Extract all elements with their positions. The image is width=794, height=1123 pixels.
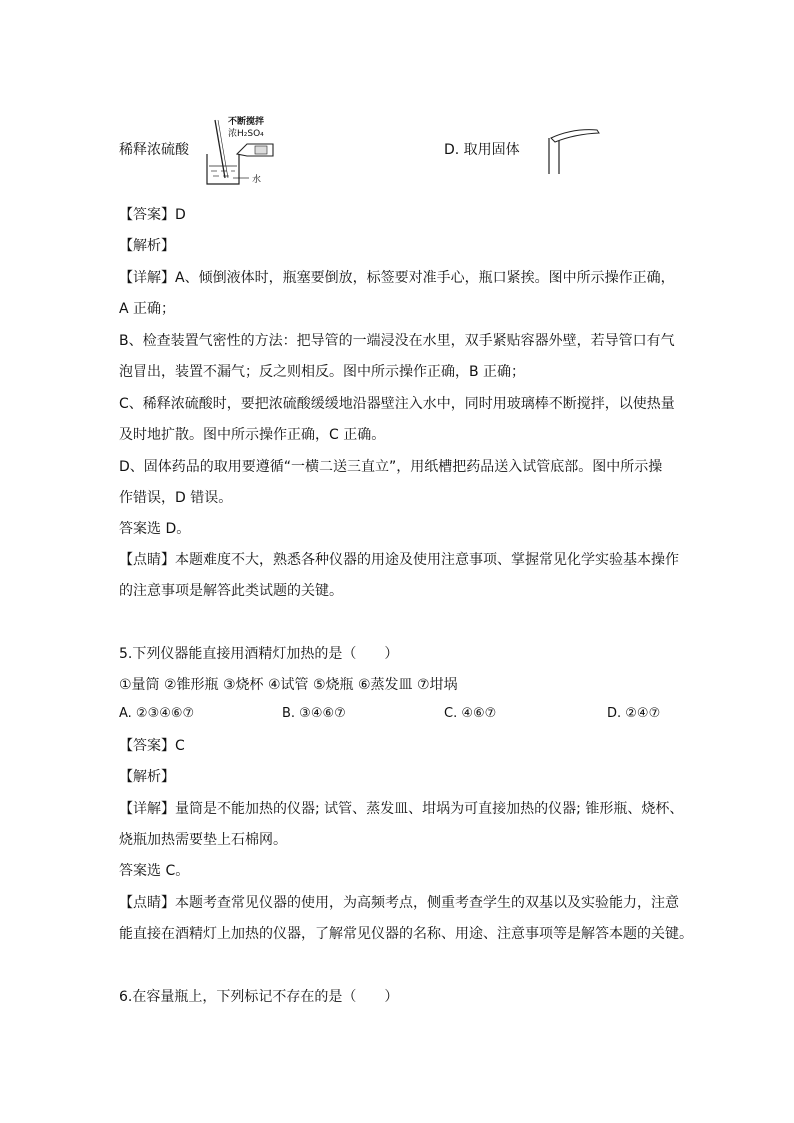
q4-detail-line: C、稀释浓硫酸时，要把浓硫酸缓缓地沿器壁注入水中，同时用玻璃棒不断搅拌，以使热量	[119, 396, 675, 412]
figure-label-water: 水	[252, 175, 262, 185]
option-c-label: 稀释浓硫酸	[119, 142, 189, 158]
q5-conclusion: 答案选 C。	[119, 863, 190, 879]
test-tube-figure	[545, 124, 605, 178]
q5-comment-line: 能直接在酒精灯上加热的仪器，了解常见仪器的名称、用途、注意事项等是解答本题的关键。	[119, 926, 693, 942]
q5-option-b: B. ③④⑥⑦	[282, 706, 346, 721]
q4-detail-line: 泡冒出，装置不漏气；反之则相反。图中所示操作正确，B 正确；	[119, 364, 526, 380]
option-d-label: D. 取用固体	[444, 142, 520, 158]
q5-stem: 5.下列仪器能直接用酒精灯加热的是（ ）	[119, 646, 399, 662]
q5-comment-line: 【点睛】本题考查常见仪器的使用，为高频考点，侧重考查学生的双基以及实验能力，注意	[119, 895, 679, 911]
q5-option-a: A. ②③④⑥⑦	[119, 706, 195, 721]
q5-items: ①量筒 ②锥形瓶 ③烧杯 ④试管 ⑤烧瓶 ⑥蒸发皿 ⑦坩埚	[119, 677, 458, 693]
q6-stem: 6.在容量瓶上，下列标记不存在的是（ ）	[119, 989, 399, 1005]
q5-detail-line: 【详解】量筒是不能加热的仪器; 试管、蒸发皿、坩埚为可直接加热的仪器; 锥形瓶、烧杯、	[119, 801, 684, 817]
q4-comment-line: 的注意事项是解答此类试题的关键。	[119, 583, 343, 599]
figure-label-stir: 不断搅拌	[228, 117, 265, 127]
q4-detail-line: 【详解】A、倾倒液体时，瓶塞要倒放，标签要对准手心，瓶口紧挨。图中所示操作正确，	[119, 270, 675, 286]
q5-option-c: C. ④⑥⑦	[444, 706, 497, 721]
q4-detail-line: D、固体药品的取用要遵循“一横二送三直立”，用纸槽把药品送入试管底部。图中所示操	[119, 459, 663, 475]
q5-answer: 【答案】C	[119, 738, 185, 754]
q4-analysis: 【解析】	[119, 238, 175, 254]
figure-label-acid: 浓H₂SO₄	[228, 129, 264, 139]
q4-conclusion: 答案选 D。	[119, 521, 191, 537]
q4-detail-line: 作错误，D 错误。	[119, 490, 233, 506]
q5-detail-line: 烧瓶加热需要垫上石棉网。	[119, 832, 287, 848]
q4-comment-line: 【点睛】本题难度不大，熟悉各种仪器的用途及使用注意事项、掌握常见化学实验基本操作	[119, 552, 679, 568]
q4-detail-line: A 正确；	[119, 301, 176, 317]
q5-option-d: D. ②④⑦	[607, 706, 661, 721]
q4-detail-line: 及时地扩散。图中所示操作正确，C 正确。	[119, 427, 386, 443]
q5-analysis: 【解析】	[119, 769, 175, 785]
q4-detail-line: B、检查装置气密性的方法：把导管的一端浸没在水里，双手紧贴容器外壁，若导管口有气	[119, 333, 675, 349]
q4-answer: 【答案】D	[119, 207, 186, 223]
